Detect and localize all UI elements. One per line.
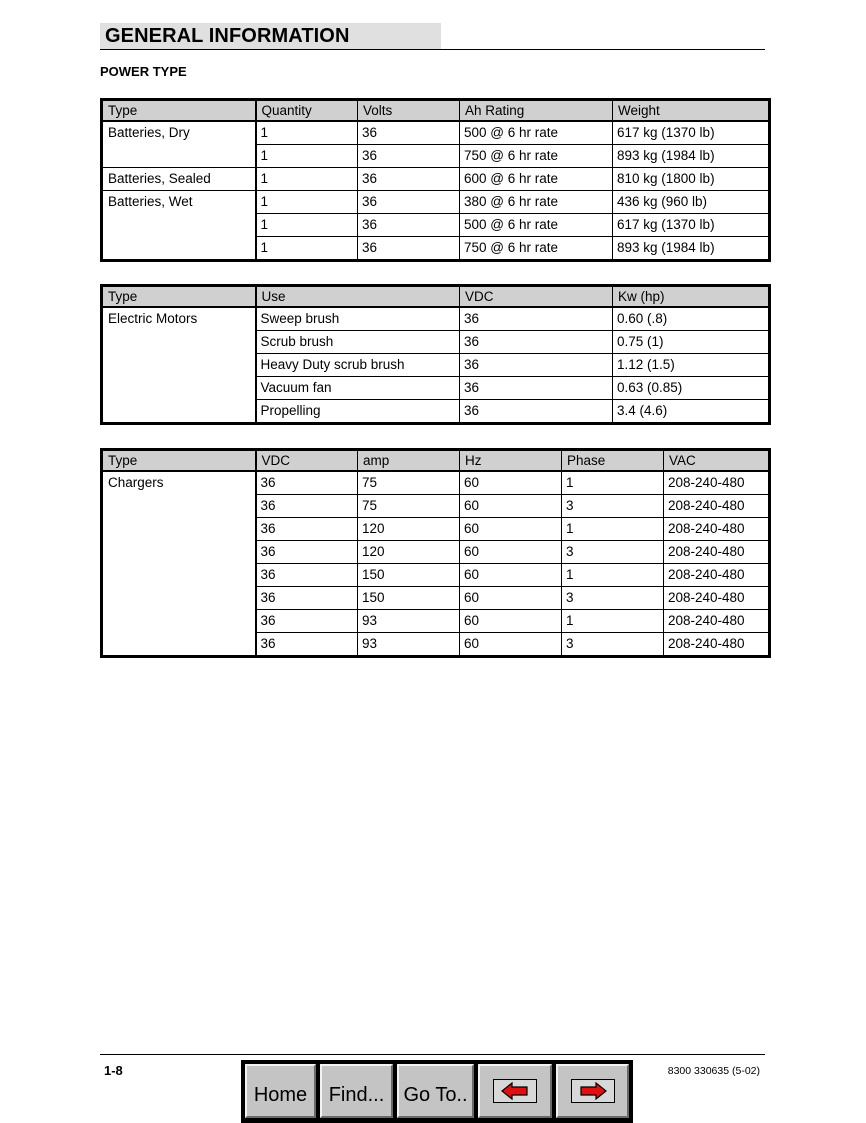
table-cell: 60 xyxy=(460,587,562,610)
table-cell: 1 xyxy=(256,191,358,214)
table-row xyxy=(102,168,770,191)
table-cell: 36 xyxy=(358,191,460,214)
table-cell: 36 xyxy=(256,564,358,587)
table-cell: 1 xyxy=(562,471,664,495)
document-code: 8300 330635 (5-02) xyxy=(667,1065,760,1077)
column-header: Type xyxy=(102,100,256,122)
right-arrow-glyph xyxy=(578,1082,608,1100)
table-cell: 36 xyxy=(256,610,358,633)
table-row xyxy=(102,121,770,145)
type-cell: Chargers xyxy=(102,471,256,657)
table-cell: 208-240-480 xyxy=(664,518,770,541)
table-cell: 1 xyxy=(256,145,358,168)
table-cell: 617 kg (1370 lb) xyxy=(613,214,770,237)
find-button[interactable] xyxy=(320,1064,393,1118)
column-header: Hz xyxy=(460,450,562,472)
table-cell: 750 @ 6 hr rate xyxy=(460,145,613,168)
go-to-button-label: Go To.. xyxy=(403,1084,468,1106)
table-cell: 0.60 (.8) xyxy=(613,307,770,331)
batteries-table xyxy=(100,98,771,262)
table-cell: Vacuum fan xyxy=(256,377,460,400)
table-cell: 500 @ 6 hr rate xyxy=(460,121,613,145)
type-cell: Batteries, Wet xyxy=(102,191,256,261)
table-cell: 1 xyxy=(256,121,358,145)
table-cell: 60 xyxy=(460,471,562,495)
table-cell: 208-240-480 xyxy=(664,587,770,610)
table-cell: 93 xyxy=(358,610,460,633)
table-cell: 36 xyxy=(358,145,460,168)
table-cell: 3.4 (4.6) xyxy=(613,400,770,424)
table-cell: 36 xyxy=(256,495,358,518)
table-cell: 60 xyxy=(460,495,562,518)
table-cell: 1 xyxy=(562,564,664,587)
table-cell: 36 xyxy=(256,541,358,564)
table-cell: 36 xyxy=(256,471,358,495)
column-header: Quantity xyxy=(256,100,358,122)
table-cell: 1 xyxy=(256,237,358,261)
table-cell: 75 xyxy=(358,495,460,518)
table-cell: 36 xyxy=(358,214,460,237)
table-row xyxy=(102,307,770,331)
table-row xyxy=(102,471,770,495)
type-cell: Electric Motors xyxy=(102,307,256,424)
table-cell: 36 xyxy=(358,237,460,261)
page-number: 1-8 xyxy=(104,1063,123,1078)
table-cell: 1.12 (1.5) xyxy=(613,354,770,377)
table-cell: 1 xyxy=(256,168,358,191)
table-cell: 893 kg (1984 lb) xyxy=(613,145,770,168)
table-cell: 60 xyxy=(460,633,562,657)
table-cell: 60 xyxy=(460,610,562,633)
table-cell: 1 xyxy=(256,214,358,237)
column-header: Kw (hp) xyxy=(613,286,770,308)
table-cell: 1 xyxy=(562,518,664,541)
navigation-bar xyxy=(241,1060,633,1123)
column-header: VDC xyxy=(460,286,613,308)
table-cell: 36 xyxy=(460,331,613,354)
table-cell: 1 xyxy=(562,610,664,633)
table-cell: Scrub brush xyxy=(256,331,460,354)
table-row xyxy=(102,191,770,214)
table-cell: 36 xyxy=(460,377,613,400)
column-header: Ah Rating xyxy=(460,100,613,122)
go-to-button[interactable] xyxy=(397,1064,474,1118)
table-cell: 60 xyxy=(460,541,562,564)
table-cell: 93 xyxy=(358,633,460,657)
home-button-label: Home xyxy=(253,1084,308,1106)
table-cell: 36 xyxy=(256,518,358,541)
column-header: VDC xyxy=(256,450,358,472)
table-cell: 208-240-480 xyxy=(664,633,770,657)
table-cell: 208-240-480 xyxy=(664,610,770,633)
table-cell: 208-240-480 xyxy=(664,471,770,495)
table-cell: 3 xyxy=(562,587,664,610)
chargers-table xyxy=(100,448,771,658)
table-cell: 617 kg (1370 lb) xyxy=(613,121,770,145)
left-arrow-glyph xyxy=(500,1082,530,1100)
table-cell: 120 xyxy=(358,518,460,541)
table-cell: 36 xyxy=(358,168,460,191)
table-cell: 75 xyxy=(358,471,460,495)
type-cell: Batteries, Dry xyxy=(102,121,256,168)
page-title: GENERAL INFORMATION xyxy=(105,25,350,47)
column-header: VAC xyxy=(664,450,770,472)
previous-page-button[interactable] xyxy=(478,1064,552,1118)
table-cell: 208-240-480 xyxy=(664,495,770,518)
table-cell: 36 xyxy=(460,400,613,424)
table-cell: 3 xyxy=(562,495,664,518)
table-cell: 500 @ 6 hr rate xyxy=(460,214,613,237)
table-cell: 150 xyxy=(358,564,460,587)
table-cell: 3 xyxy=(562,633,664,657)
table-cell: 810 kg (1800 lb) xyxy=(613,168,770,191)
find-button-label: Find... xyxy=(328,1084,385,1106)
table-cell: 380 @ 6 hr rate xyxy=(460,191,613,214)
table-cell: 36 xyxy=(460,307,613,331)
table-cell: 436 kg (960 lb) xyxy=(613,191,770,214)
table-cell: 750 @ 6 hr rate xyxy=(460,237,613,261)
table-cell: Propelling xyxy=(256,400,460,424)
left-arrow-icon xyxy=(493,1079,537,1103)
section-title: POWER TYPE xyxy=(100,64,187,79)
next-page-button[interactable] xyxy=(556,1064,629,1118)
page-header xyxy=(100,23,441,49)
table-cell: 150 xyxy=(358,587,460,610)
home-button[interactable] xyxy=(245,1064,316,1118)
table-cell: 60 xyxy=(460,518,562,541)
column-header: Type xyxy=(102,286,256,308)
table-cell: 36 xyxy=(256,633,358,657)
column-header: amp xyxy=(358,450,460,472)
table-cell: 893 kg (1984 lb) xyxy=(613,237,770,261)
column-header: Phase xyxy=(562,450,664,472)
table-cell: 36 xyxy=(358,121,460,145)
table-cell: 600 @ 6 hr rate xyxy=(460,168,613,191)
column-header: Weight xyxy=(613,100,770,122)
column-header: Use xyxy=(256,286,460,308)
right-arrow-icon xyxy=(571,1079,615,1103)
table-cell: 208-240-480 xyxy=(664,541,770,564)
table-cell: 120 xyxy=(358,541,460,564)
motors-table xyxy=(100,284,771,425)
table-cell: 0.63 (0.85) xyxy=(613,377,770,400)
header-divider xyxy=(100,49,765,50)
table-cell: 36 xyxy=(460,354,613,377)
footer-divider xyxy=(100,1054,765,1055)
table-cell: Heavy Duty scrub brush xyxy=(256,354,460,377)
table-cell: Sweep brush xyxy=(256,307,460,331)
type-cell: Batteries, Sealed xyxy=(102,168,256,191)
table-cell: 0.75 (1) xyxy=(613,331,770,354)
table-cell: 60 xyxy=(460,564,562,587)
table-cell: 3 xyxy=(562,541,664,564)
column-header: Type xyxy=(102,450,256,472)
column-header: Volts xyxy=(358,100,460,122)
table-cell: 208-240-480 xyxy=(664,564,770,587)
table-cell: 36 xyxy=(256,587,358,610)
